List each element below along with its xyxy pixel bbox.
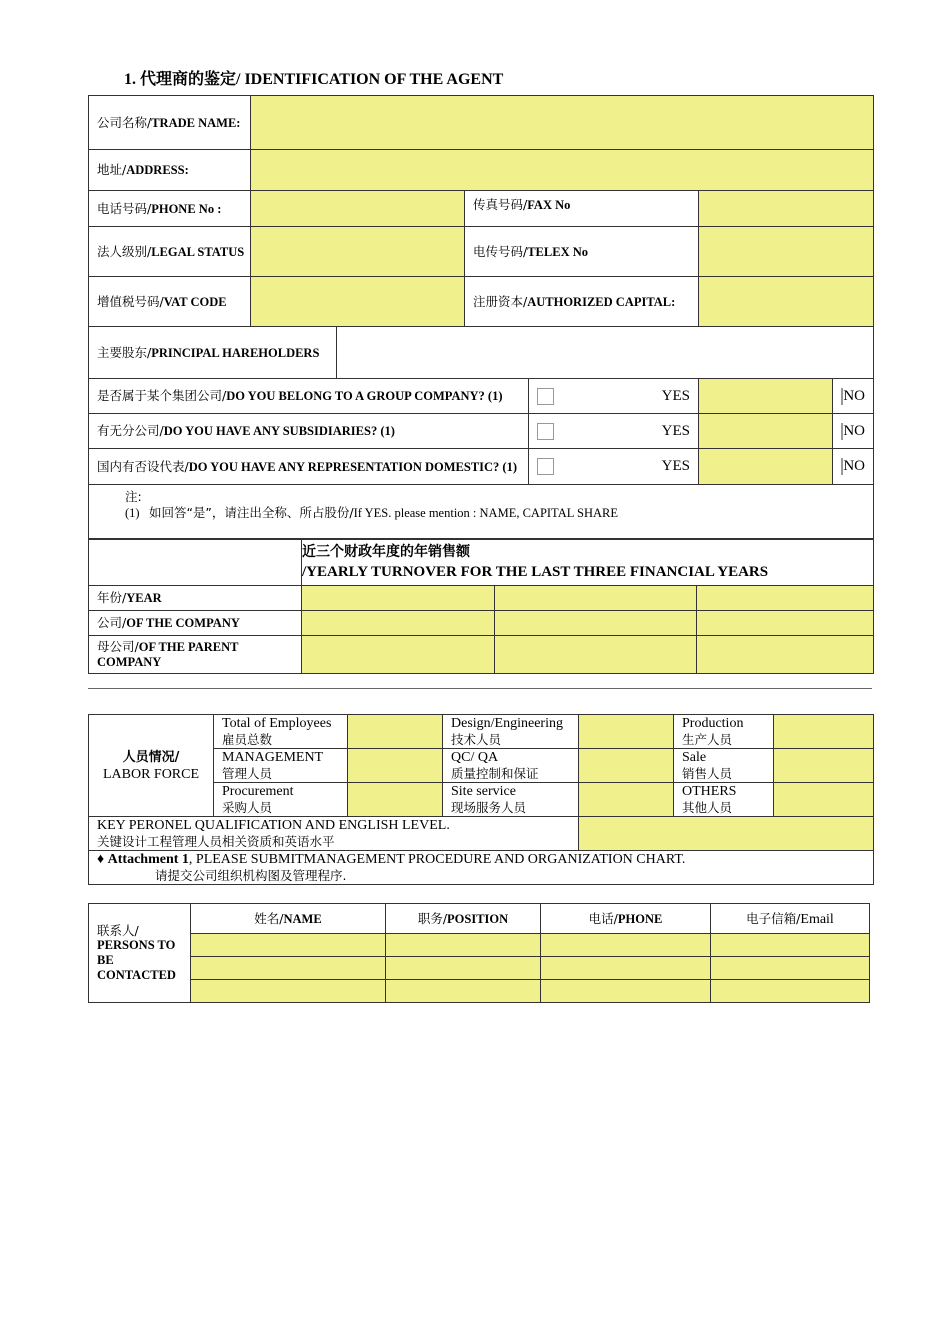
phone-label: 电话号码/PHONE No : (89, 191, 251, 227)
labor-qc-qa-field[interactable] (579, 749, 674, 783)
question-group-no[interactable]: NO (833, 379, 874, 414)
question-representation-yes[interactable]: YES (529, 449, 699, 485)
year-3-field[interactable] (697, 586, 874, 611)
year-label: 年份/YEAR (89, 586, 302, 611)
question-representation: 国内有否设代表/DO YOU HAVE ANY REPRESENTATION DOMESTIC? (1) (89, 449, 529, 485)
labor-production-field[interactable] (774, 715, 874, 749)
note-text-en: If YES. please mention : NAME, CAPITAL SHARE (353, 506, 618, 520)
yes-checkbox[interactable] (537, 388, 554, 405)
labor-sale: Sale 销售人员 (674, 749, 774, 783)
question-subsidiaries-yes-detail[interactable] (699, 414, 740, 449)
fax-field[interactable] (699, 191, 874, 227)
labor-management-field[interactable] (348, 749, 443, 783)
contact-3-phone[interactable] (541, 980, 711, 1003)
parent-turnover-3[interactable] (697, 636, 874, 674)
vat-field[interactable] (251, 277, 465, 327)
contact-2-name[interactable] (191, 957, 386, 980)
labor-production: Production 生产人员 (674, 715, 774, 749)
fax-label: 传真号码/FAX No (465, 191, 699, 227)
contact-header-email: 电子信箱/Email (711, 904, 870, 934)
turnover-table (88, 538, 874, 674)
contact-1-email[interactable] (711, 934, 870, 957)
note-label: 注: (125, 489, 142, 504)
address-label: 地址/ADDRESS: (89, 150, 251, 191)
year-2-field[interactable] (495, 586, 697, 611)
key-personnel-label: KEY PERONEL QUALIFICATION AND ENGLISH LEVEL. 关键设计工程管理人员相关资质和英语水平 (89, 817, 579, 851)
contact-2-email[interactable] (711, 957, 870, 980)
question-subsidiaries-no[interactable]: NO (833, 414, 874, 449)
parent-turnover-label: 母公司/OF THE PARENT COMPANY (89, 636, 302, 674)
note (89, 485, 874, 540)
contacts-label: 联系人/ PERSONS TO BE CONTACTED (89, 904, 191, 1003)
yes-checkbox[interactable] (537, 458, 554, 475)
labor-qc-qa: QC/ QA 质量控制和保证 (443, 749, 579, 783)
contact-1-name[interactable] (191, 934, 386, 957)
address-field[interactable] (251, 150, 874, 191)
agent-identification-table (88, 95, 874, 540)
question-group-yes-detail[interactable] (699, 379, 740, 414)
contact-1-phone[interactable] (541, 934, 711, 957)
labor-procurement: Procurement 采购人员 (214, 783, 348, 817)
labor-others: OTHERS 其他人员 (674, 783, 774, 817)
contact-header-phone: 电话/PHONE (541, 904, 711, 934)
turnover-blank (89, 539, 302, 586)
contact-3-email[interactable] (711, 980, 870, 1003)
bullet-icon: ♦ (97, 851, 105, 867)
labor-design-engineering-field[interactable] (579, 715, 674, 749)
labor-design-engineering: Design/Engineering 技术人员 (443, 715, 579, 749)
capital-field[interactable] (699, 277, 874, 327)
turnover-title: 近三个财政年度的年销售额 /YEARLY TURNOVER FOR THE LAST THREE FINANCIAL YEARS (302, 539, 874, 586)
labor-force-table (88, 714, 874, 885)
company-turnover-2[interactable] (495, 611, 697, 636)
attachment-note: ♦ Attachment 1, PLEASE SUBMITMANAGEMENT PROCEDURE AND ORGANIZATION CHART. 请提交公司组织机构图及管理程序. (89, 851, 874, 885)
labor-site-service: Site service 现场服务人员 (443, 783, 579, 817)
vat-label: 增值税号码/VAT CODE (89, 277, 251, 327)
parent-turnover-2[interactable] (495, 636, 697, 674)
company-turnover-1[interactable] (302, 611, 495, 636)
question-representation-yes-detail[interactable] (699, 449, 740, 485)
year-1-field[interactable] (302, 586, 495, 611)
contact-2-phone[interactable] (541, 957, 711, 980)
contact-2-position[interactable] (386, 957, 541, 980)
telex-field[interactable] (699, 227, 874, 277)
question-subsidiaries: 有无分公司/DO YOU HAVE ANY SUBSIDIARIES? (1) (89, 414, 529, 449)
capital-label: 注册资本/AUTHORIZED CAPITAL: (465, 277, 699, 327)
legal-status-label: 法人级别/LEGAL STATUS (89, 227, 251, 277)
legal-status-field[interactable] (251, 227, 465, 277)
question-subsidiaries-yes-detail-ext[interactable] (740, 414, 833, 449)
labor-management: MANAGEMENT 管理人员 (214, 749, 348, 783)
shareholders-field[interactable] (337, 327, 874, 379)
labor-sale-field[interactable] (774, 749, 874, 783)
company-turnover-label: 公司/OF THE COMPANY (89, 611, 302, 636)
labor-total-employees-field[interactable] (348, 715, 443, 749)
key-personnel-field[interactable] (579, 817, 874, 851)
shareholders-label: 主要股东/PRINCIPAL HAREHOLDERS (89, 327, 337, 379)
parent-turnover-1[interactable] (302, 636, 495, 674)
contacts-table (88, 903, 870, 1003)
note-number: (1) (125, 506, 140, 520)
labor-force-label: 人员情况/ LABOR FORCE (89, 715, 214, 817)
note-text-cn: 如回答“是”，请注出全称、所占股份/ (148, 505, 354, 520)
contact-header-name: 姓名/NAME (191, 904, 386, 934)
question-group-company: 是否属于某个集团公司/DO YOU BELONG TO A GROUP COMPANY? (1) (89, 379, 529, 414)
labor-total-employees: Total of Employees 雇员总数 (214, 715, 348, 749)
question-group-yes-detail-ext[interactable] (740, 379, 833, 414)
question-subsidiaries-yes[interactable]: YES (529, 414, 699, 449)
labor-site-service-field[interactable] (579, 783, 674, 817)
question-group-yes[interactable]: YES (529, 379, 699, 414)
labor-procurement-field[interactable] (348, 783, 443, 817)
company-turnover-3[interactable] (697, 611, 874, 636)
divider (88, 688, 872, 689)
contact-3-name[interactable] (191, 980, 386, 1003)
section-title: 1. 代理商的鉴定/ IDENTIFICATION OF THE AGENT (124, 71, 504, 88)
trade-name-field[interactable] (251, 96, 874, 150)
contact-header-position: 职务/POSITION (386, 904, 541, 934)
trade-name-label: 公司名称/TRADE NAME: (89, 96, 251, 150)
yes-checkbox[interactable] (537, 423, 554, 440)
phone-field[interactable] (251, 191, 465, 227)
question-representation-no[interactable]: NO (833, 449, 874, 485)
labor-others-field[interactable] (774, 783, 874, 817)
telex-label: 电传号码/TELEX No (465, 227, 699, 277)
contact-1-position[interactable] (386, 934, 541, 957)
question-representation-yes-detail-ext[interactable] (740, 449, 833, 485)
contact-3-position[interactable] (386, 980, 541, 1003)
